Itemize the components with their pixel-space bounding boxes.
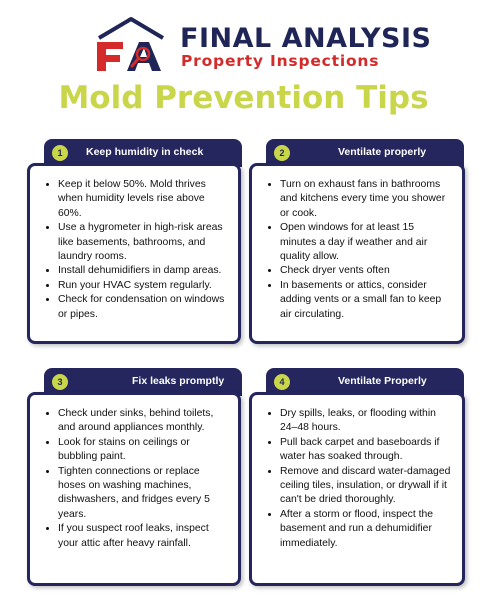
tip-item: • Dry spills, leaks, or flooding within 24–48 hours. [280, 407, 452, 436]
tip-item: • If you suspect roof leaks, inspect your attic after heavy rainfall. [58, 522, 228, 551]
tip-card-body [249, 392, 465, 586]
tip-item: • Turn on exhaust fans in bathrooms and kitchens every time you shower or cook. [280, 178, 452, 221]
tip-item: • Check under sinks, behind toilets, and around appliances monthly. [58, 407, 228, 436]
tip-number-badge: 1 [52, 145, 68, 161]
tip-item: • Look for stains on ceilings or bubbling paint. [58, 436, 228, 465]
tip-item: • Use a hygrometer in high-risk areas like basements, bathrooms, and laundry rooms. [58, 221, 228, 264]
header [0, 0, 487, 80]
tip-item: • Remove and discard water-damaged ceiling tiles, insulation, or drywall if it can't be dried thoroughly. [280, 465, 452, 508]
tip-card-humidity [27, 139, 241, 344]
tip-item: • Run your HVAC system regularly. [58, 279, 228, 293]
brand-tagline: Property Inspections [181, 52, 380, 70]
tip-card-heading: Ventilate Properly [338, 375, 427, 387]
tip-number-badge: 2 [274, 145, 290, 161]
tip-item: • Pull back carpet and baseboards if water has soaked through. [280, 436, 452, 465]
tip-card-heading: Ventilate properly [338, 146, 427, 158]
tip-item: • Keep it below 50%. Mold thrives when humidity levels rise above 60%. [58, 178, 228, 221]
tip-item: • Check dryer vents often [280, 264, 452, 278]
tip-number-badge: 3 [52, 374, 68, 390]
tip-item: • Tighten connections or replace hoses on washing machines, dishwashers, and fridges every 5 years. [58, 465, 228, 523]
tip-card-dry [249, 368, 465, 586]
tip-card-heading: Fix leaks promptly [132, 375, 225, 387]
page-title: Mold Prevention Tips [58, 80, 429, 116]
tip-card-heading: Keep humidity in check [86, 146, 204, 158]
tip-card-body [249, 163, 465, 344]
tip-item: • Open windows for at least 15 minutes a day if weather and air quality allow. [280, 221, 452, 264]
tip-card-leaks [27, 368, 241, 586]
tip-item: • Install dehumidifiers in damp areas. [58, 264, 228, 278]
tip-item: • In basements or attics, consider adding vents or a small fan to keep air circulating. [280, 279, 452, 322]
tip-card-ventilate [249, 139, 465, 344]
tip-item: • After a storm or flood, inspect the basement and run a dehumidifier immediately. [280, 508, 452, 551]
tip-item: • Check for condensation on windows or pipes. [58, 293, 228, 322]
tip-number-badge: 4 [274, 374, 290, 390]
final-analysis-logo [93, 16, 171, 72]
tip-card-body [27, 163, 241, 344]
tip-card-body [27, 392, 241, 586]
brand-name: FINAL ANALYSIS [180, 23, 432, 54]
